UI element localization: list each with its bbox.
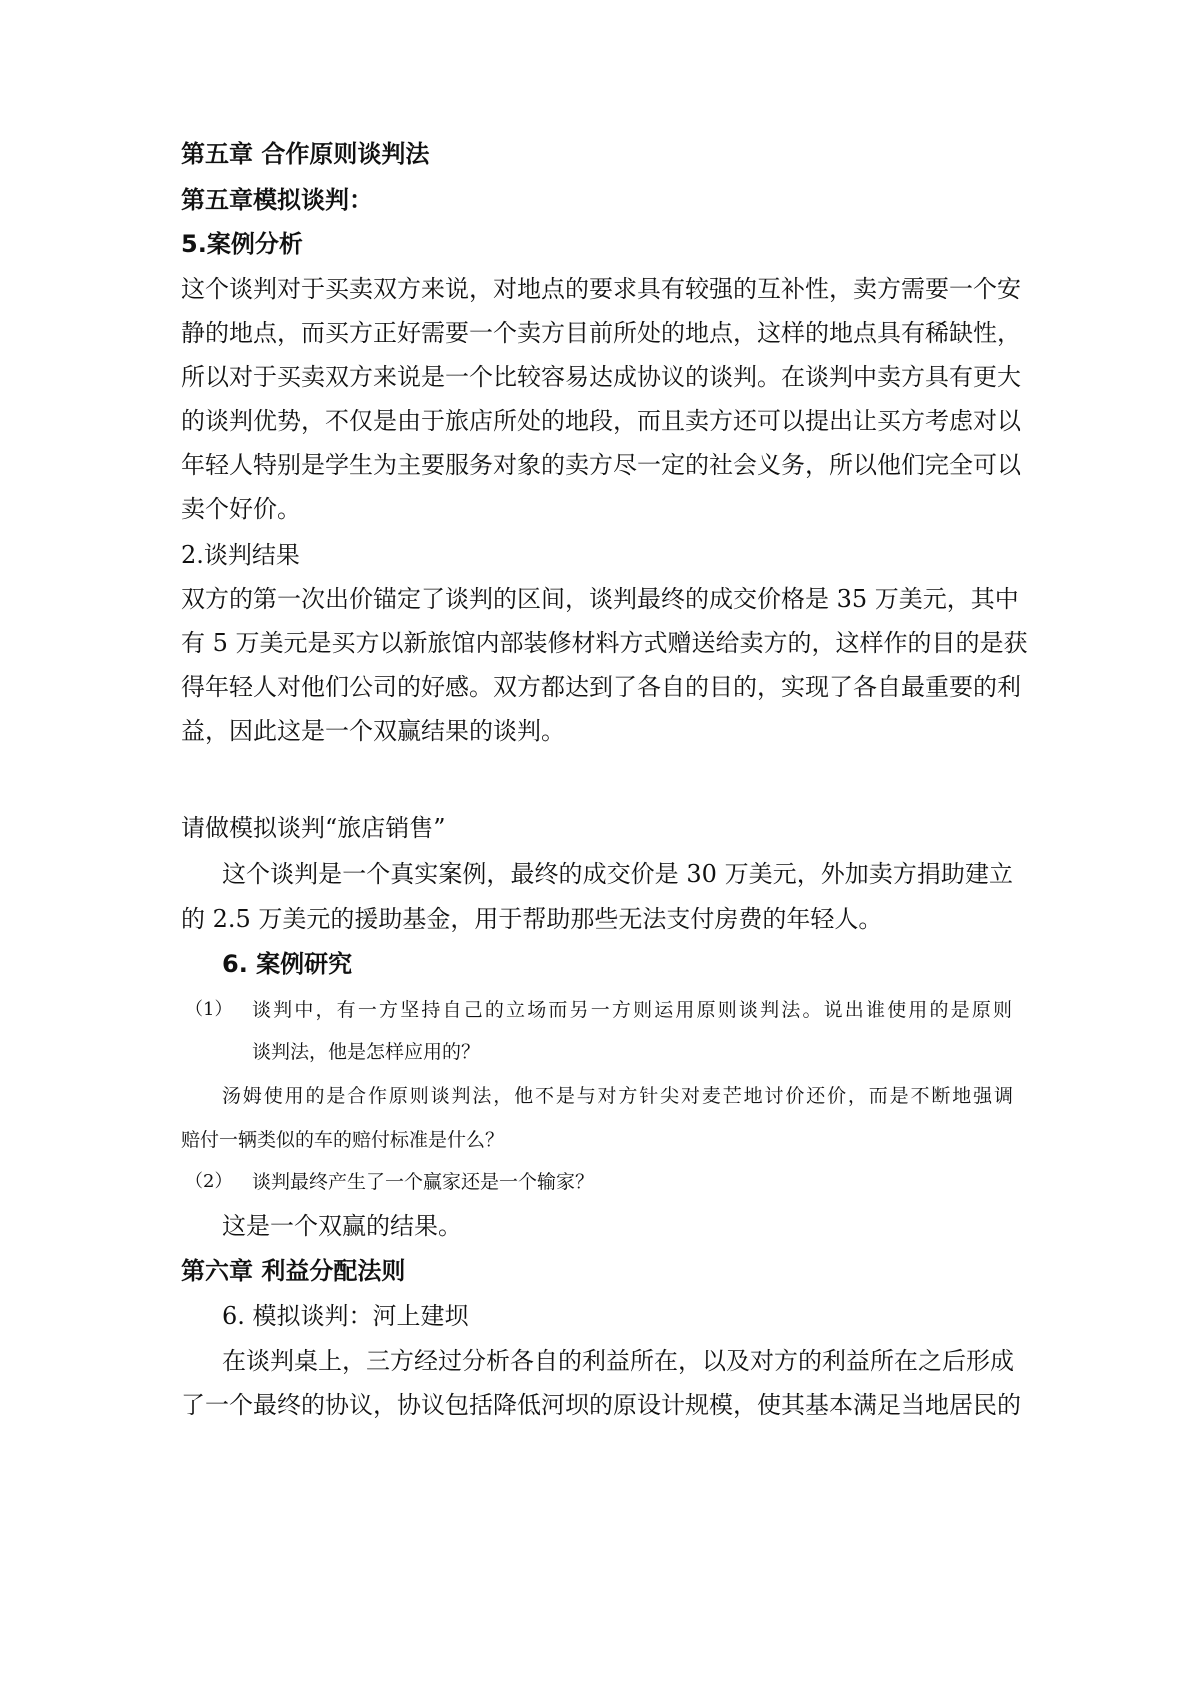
question-1-line: 谈判中，有一方坚持自己的立场而另一方则运用原则谈判法。说出谁使用的是原则 — [252, 999, 1012, 1021]
case-analysis-line: 卖个好价。 — [181, 495, 301, 523]
hotel-sale-title: 请做模拟谈判“旅店销售” — [181, 814, 446, 842]
result-line: 有 5 万美元是买方以新旅馆内部装修材料方式赠送给卖方的，这样作的目的是获 — [181, 629, 1028, 657]
chapter5-heading: 第五章 合作原则谈判法 — [181, 140, 430, 168]
hotel-sale-line: 这个谈判是一个真实案例，最终的成交价是 30 万美元，外加卖方捐助建立 — [222, 860, 1013, 888]
result-line: 得年轻人对他们公司的好感。双方都达到了各自的目的，实现了各自最重要的利 — [181, 673, 1021, 701]
answer-1-line: 汤姆使用的是合作原则谈判法，他不是与对方针尖对麦芒地讨价还价，而是不断地强调 — [222, 1085, 1013, 1107]
question-2-text: 谈判最终产生了一个赢家还是一个输家？ — [252, 1171, 595, 1193]
case-analysis-line: 所以对于买卖双方来说是一个比较容易达成协议的谈判。在谈判中卖方具有更大 — [181, 363, 1021, 391]
case-analysis-line: 年轻人特别是学生为主要服务对象的卖方尽一定的社会义务，所以他们完全可以 — [181, 451, 1021, 479]
case-analysis-line: 的谈判优势，不仅是由于旅店所处的地段，而且卖方还可以提出让买方考虑对以 — [181, 407, 1021, 435]
hotel-sale-line: 的 2.5 万美元的援助基金，用于帮助那些无法支付房费的年轻人。 — [181, 905, 883, 933]
dam-sim-line: 了一个最终的协议，协议包括降低河坝的原设计规模，使其基本满足当地居民的 — [181, 1391, 1021, 1419]
question-1-line: 谈判法，他是怎样应用的？ — [252, 1041, 481, 1063]
case-analysis-heading: 5.案例分析 — [181, 230, 303, 258]
chapter5-sim-heading: 第五章模拟谈判： — [181, 186, 373, 214]
chapter6-heading: 第六章 利益分配法则 — [181, 1257, 406, 1285]
case-analysis-line: 静的地点，而买方正好需要一个卖方目前所处的地点，这样的地点具有稀缺性， — [181, 319, 1021, 347]
question-2-number: （2） — [185, 1171, 233, 1192]
dam-sim-title: 6. 模拟谈判：河上建坝 — [222, 1302, 469, 1330]
result-line: 双方的第一次出价锚定了谈判的区间，谈判最终的成交价格是 35 万美元，其中 — [181, 585, 1019, 613]
case-study-heading: 6. 案例研究 — [222, 950, 353, 978]
answer-1-line: 赔付一辆类似的车的赔付标准是什么？ — [181, 1129, 505, 1151]
case-analysis-line: 这个谈判对于买卖双方来说，对地点的要求具有较强的互补性，卖方需要一个安 — [181, 275, 1021, 303]
answer-2-text: 这是一个双赢的结果。 — [222, 1212, 462, 1240]
result-line: 益，因此这是一个双赢结果的谈判。 — [181, 717, 565, 745]
dam-sim-line: 在谈判桌上，三方经过分析各自的利益所在，以及对方的利益所在之后形成 — [222, 1347, 1014, 1375]
question-1-number: （1） — [185, 999, 233, 1020]
result-heading: 2.谈判结果 — [181, 541, 300, 569]
